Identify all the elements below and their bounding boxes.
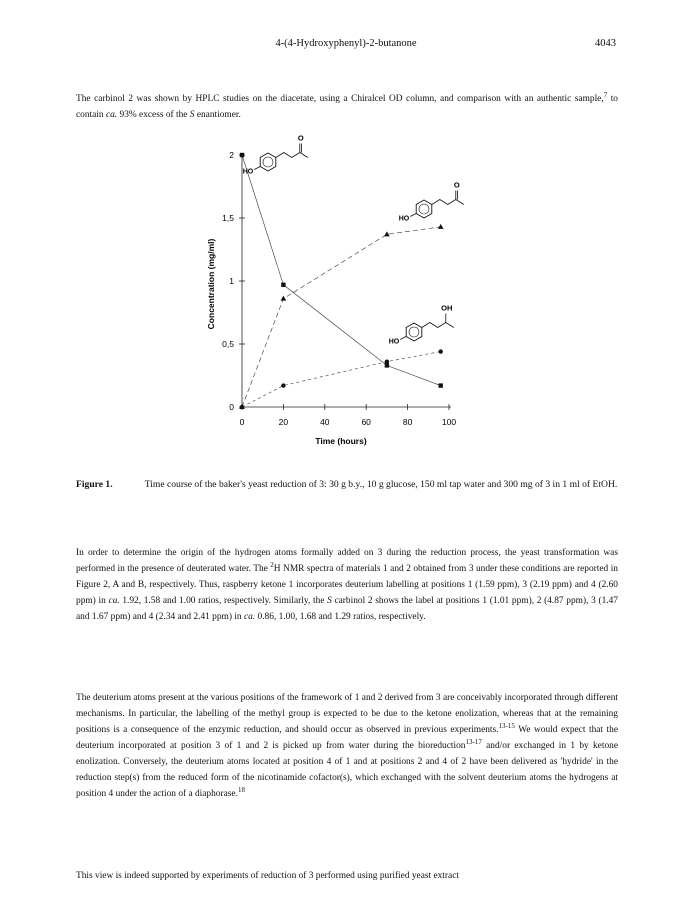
body-paragraph-1: In order to determine the origin of the hydrogen atoms formally added on 3 during the reduction process, the yeast transformation was performed in the presence of deuterated water. The $^2$H NMR spectra of materials 1 and 2 obtained from 3 under these conditions are reported in Figure 2, A and B, respectively. Thus, raspberry ketone 1 incorporates deuterium labelling at positions 1 (1.59 ppm), 3 (2.19 ppm) and 4 (2.60 ppm) in ca. 1.92, 1.58 and 1.00 ratios, respectively. Similarly, the S carbinol 2 shows the label at positions 1 (1.01 ppm), 2 (4.87 ppm), 3 (1.47 and 1.67 ppm) and 4 (2.34 and 2.41 ppm) in ca. 0.86, 1.00, 1.68 and 1.29 ratios, respectively. — [76, 548, 618, 622]
x-tick-label: 80 — [402, 417, 413, 427]
structure-starting-ketone — [243, 135, 308, 176]
chart-ticks — [222, 150, 456, 427]
x-tick-label: 0 — [239, 417, 245, 427]
x-tick-label: 60 — [361, 417, 371, 427]
x-tick-label: 100 — [441, 417, 457, 427]
data-point-circle — [240, 405, 244, 409]
hydroxyl-bond — [410, 214, 416, 217]
figure-caption-text: Time course of the baker's yeast reduction of 3: 30 g b.y., 10 g glucose, 150 ml tap water and 300 mg of 3 in 1 ml of EtOH. — [144, 479, 618, 490]
aromatic-circle — [409, 327, 419, 337]
chart-series-lines — [242, 155, 441, 407]
chart-axes — [242, 153, 451, 407]
hydroxyl-bond — [400, 337, 406, 340]
body-paragraph-3: This view is indeed supported by experiments of reduction of 3 performed using purified yeast extract — [76, 871, 459, 881]
data-point-circle — [439, 349, 443, 353]
side-chain — [276, 153, 308, 158]
benzene-ring — [406, 323, 422, 341]
y-tick-label: 0 — [229, 402, 234, 412]
side-chain — [422, 323, 454, 328]
structure-raspberry-ketone — [399, 181, 464, 223]
series-line-triangle — [242, 227, 441, 407]
ketone-oxygen-label: O — [297, 135, 304, 143]
aromatic-circle — [263, 157, 273, 167]
y-tick-label: 1,5 — [222, 213, 234, 223]
chart-markers — [239, 153, 443, 409]
data-point-circle — [385, 359, 389, 363]
series-line-circle — [242, 352, 441, 407]
hydroxyl-label: HO — [398, 215, 410, 223]
benzene-ring — [260, 153, 276, 171]
side-chain — [432, 200, 464, 205]
time-course-chart — [0, 135, 692, 465]
data-point-square — [439, 383, 443, 387]
y-tick-label: 2 — [229, 150, 234, 160]
benzene-ring — [416, 200, 432, 218]
intro-paragraph: The carbinol 2 was shown by HPLC studies on the diacetate, using a Chiralcel OD column, and comparison with an authentic sample,$^7$ to contain ca. 93% excess of the S enantiomer. — [76, 90, 618, 120]
alcohol-label: OH — [441, 303, 453, 313]
y-tick-label: 0,5 — [222, 339, 234, 349]
chemical-structures — [243, 135, 464, 346]
figure-caption — [76, 477, 618, 493]
data-point-square — [385, 363, 389, 367]
data-point-square — [240, 153, 244, 157]
y-axis-label: Concentration (mg/ml) — [206, 238, 216, 330]
hydroxyl-label: HO — [242, 168, 254, 176]
aromatic-circle — [419, 204, 429, 214]
running-head: 4-(4-Hydroxyphenyl)-2-butanone — [275, 38, 417, 49]
x-axis-label: Time (hours) — [315, 436, 367, 446]
figure-label: Figure 1. — [76, 479, 113, 490]
data-point-triangle — [438, 224, 444, 229]
hydroxyl-label: HO — [388, 338, 400, 346]
body-paragraph-2: The deuterium atoms present at the various positions of the framework of 1 and 2 derived from 3 are conceivably incorporated through different mechanisms. In particular, the labelling of the methyl group is expected to be due to the ketone enolization, whereas that at the remaining positions is a consequence of the enzymic reduction, and should occur as observed in previous experiments.$^{13-15}$ We would expect that the deuterium incorporated at position 3 of 1 and 2 is picked up from water during the bioreduction$^{13-17}$ and/or exchanged in 1 by ketone enolization. Conversely, the deuterium atoms located at position 4 of 1 and at positions 2 and 4 of 2 have been delivered as 'hydride' in the reduction step(s) from the reduced form of the nicotinamide cofactor(s), which exchanged with the solvent deuterium atoms the hydrogens at position 4 under the action of a diaphorase.$^{18}$ — [76, 693, 619, 799]
x-tick-label: 40 — [320, 417, 330, 427]
ketone-oxygen-label: O — [453, 180, 460, 190]
page-number: 4043 — [595, 38, 616, 49]
series-line-square — [242, 155, 441, 386]
structure-carbinol — [389, 304, 454, 346]
data-point-triangle — [281, 296, 287, 301]
hydroxyl-bond — [254, 167, 260, 170]
y-tick-label: 1 — [229, 276, 234, 286]
data-point-square — [281, 283, 285, 287]
data-point-triangle — [384, 231, 390, 236]
x-tick-label: 20 — [278, 417, 289, 427]
data-point-circle — [281, 383, 285, 387]
